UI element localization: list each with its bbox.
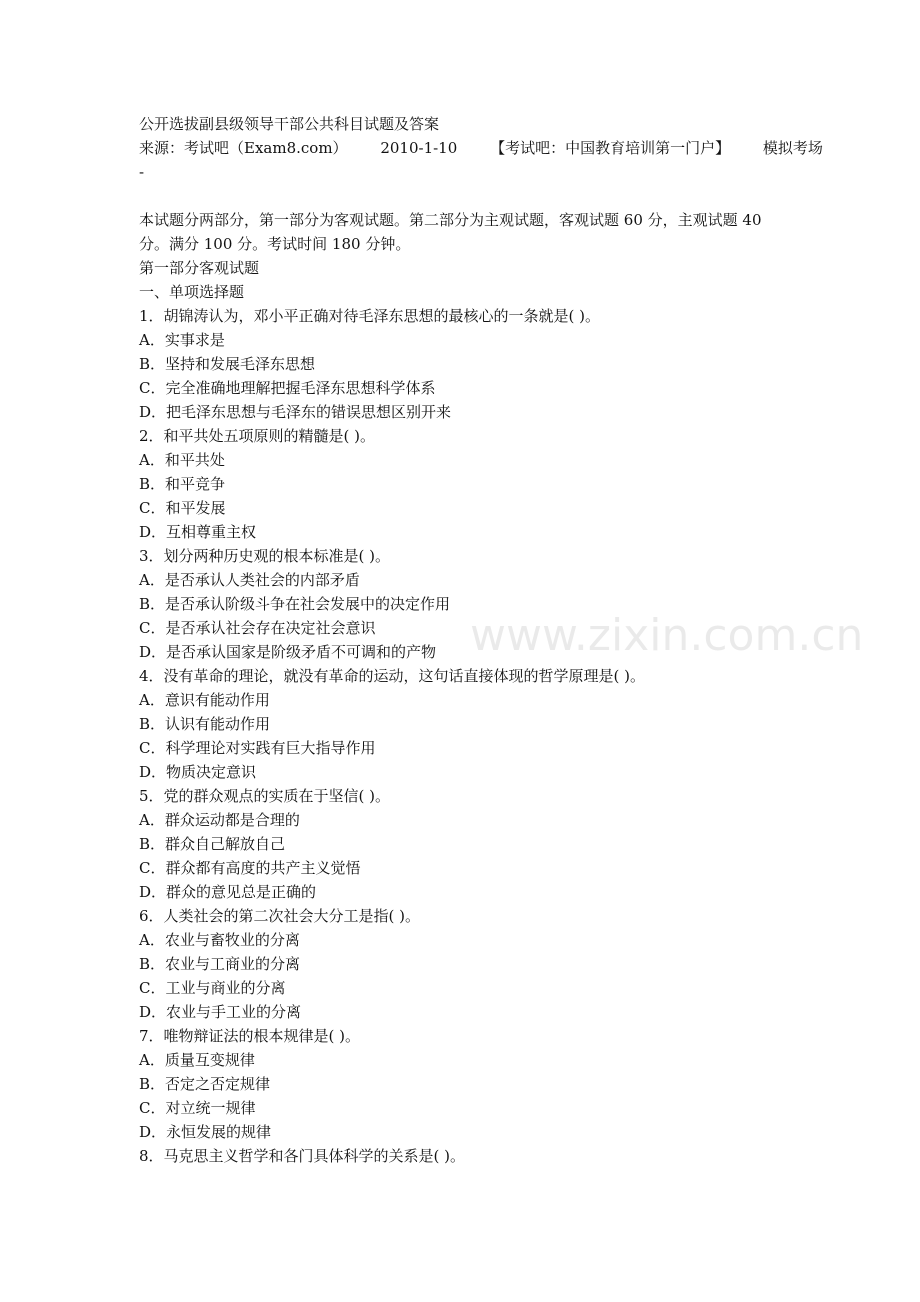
answer-option: A．群众运动都是合理的 [139,811,300,829]
answer-option: C．群众都有高度的共产主义觉悟 [139,859,361,877]
answer-option: D．把毛泽东思想与毛泽东的错误思想区别开来 [139,403,452,421]
answer-option: A．农业与畜牧业的分离 [139,931,300,949]
blank-line [139,184,789,208]
section-heading: 一、单项选择题 [139,283,245,301]
answer-option: D．是否承认国家是阶级矛盾不可调和的产物 [139,643,437,661]
question-stem: 6．人类社会的第二次社会大分工是指( )。 [139,907,421,925]
answer-option: D．群众的意见总是正确的 [139,883,317,901]
answer-option: B．和平竞争 [139,475,226,493]
answer-option: B．群众自己解放自己 [139,835,286,853]
answer-option: C．是否承认社会存在决定社会意识 [139,619,376,637]
question-stem: 5．党的群众观点的实质在于坚信( )。 [139,787,391,805]
document-title: 公开选拔副县级领导干部公共科目试题及答案 [139,115,440,133]
source-label: 来源：考试吧（Exam8.com） [139,139,348,157]
source-date: 2010-1-10 [380,139,458,157]
document-page [139,112,823,1168]
question-stem: 3．划分两种历史观的根本标准是( )。 [139,547,391,565]
answer-option: C．和平发展 [139,499,226,517]
source-line [139,136,823,160]
question-stem: 7．唯物辩证法的根本规律是( )。 [139,1027,361,1045]
answer-option: C．完全准确地理解把握毛泽东思想科学体系 [139,379,436,397]
answer-option: A．实事求是 [139,331,225,349]
answer-option: B．是否承认阶级斗争在社会发展中的决定作用 [139,595,451,613]
answer-option: A．是否承认人类社会的内部矛盾 [139,571,360,589]
answer-option: B．认识有能动作用 [139,715,271,733]
watermark: www.zixin.com.cn [470,610,864,661]
source-slogan: 【考试吧：中国教育培训第一门户】 [490,139,731,157]
answer-option: C．科学理论对实践有巨大指导作用 [139,739,376,757]
answer-option: D．互相尊重主权 [139,523,257,541]
intro-paragraph: 本试题分两部分，第一部分为客观试题。第二部分为主观试题，客观试题 60 分，主观试题 40 分。满分 100 分。考试时间 180 分钟。 [139,211,762,253]
answer-option: B．坚持和发展毛泽东思想 [139,355,316,373]
dash-line: - [139,163,145,181]
part-heading: 第一部分客观试题 [139,259,260,277]
question-stem: 4．没有革命的理论，就没有革命的运动，这句话直接体现的哲学原理是( )。 [139,667,646,685]
answer-option: D．农业与手工业的分离 [139,1003,302,1021]
question-stem: 2．和平共处五项原则的精髓是( )。 [139,427,376,445]
question-list [139,304,789,1168]
answer-option: D．永恒发展的规律 [139,1123,272,1141]
answer-option: D．物质决定意识 [139,763,257,781]
mock-exam-link[interactable]: 模拟考场 [762,139,823,157]
question-stem: 1．胡锦涛认为，邓小平正确对待毛泽东思想的最核心的一条就是( )。 [139,307,601,325]
answer-option: C．工业与商业的分离 [139,979,286,997]
answer-option: B．否定之否定规律 [139,1075,271,1093]
answer-option: B．农业与工商业的分离 [139,955,301,973]
answer-option: A．质量互变规律 [139,1051,255,1069]
answer-option: A．意识有能动作用 [139,691,270,709]
answer-option: C．对立统一规律 [139,1099,256,1117]
answer-option: A．和平共处 [139,451,225,469]
question-stem: 8．马克思主义哲学和各门具体科学的关系是( )。 [139,1147,466,1165]
